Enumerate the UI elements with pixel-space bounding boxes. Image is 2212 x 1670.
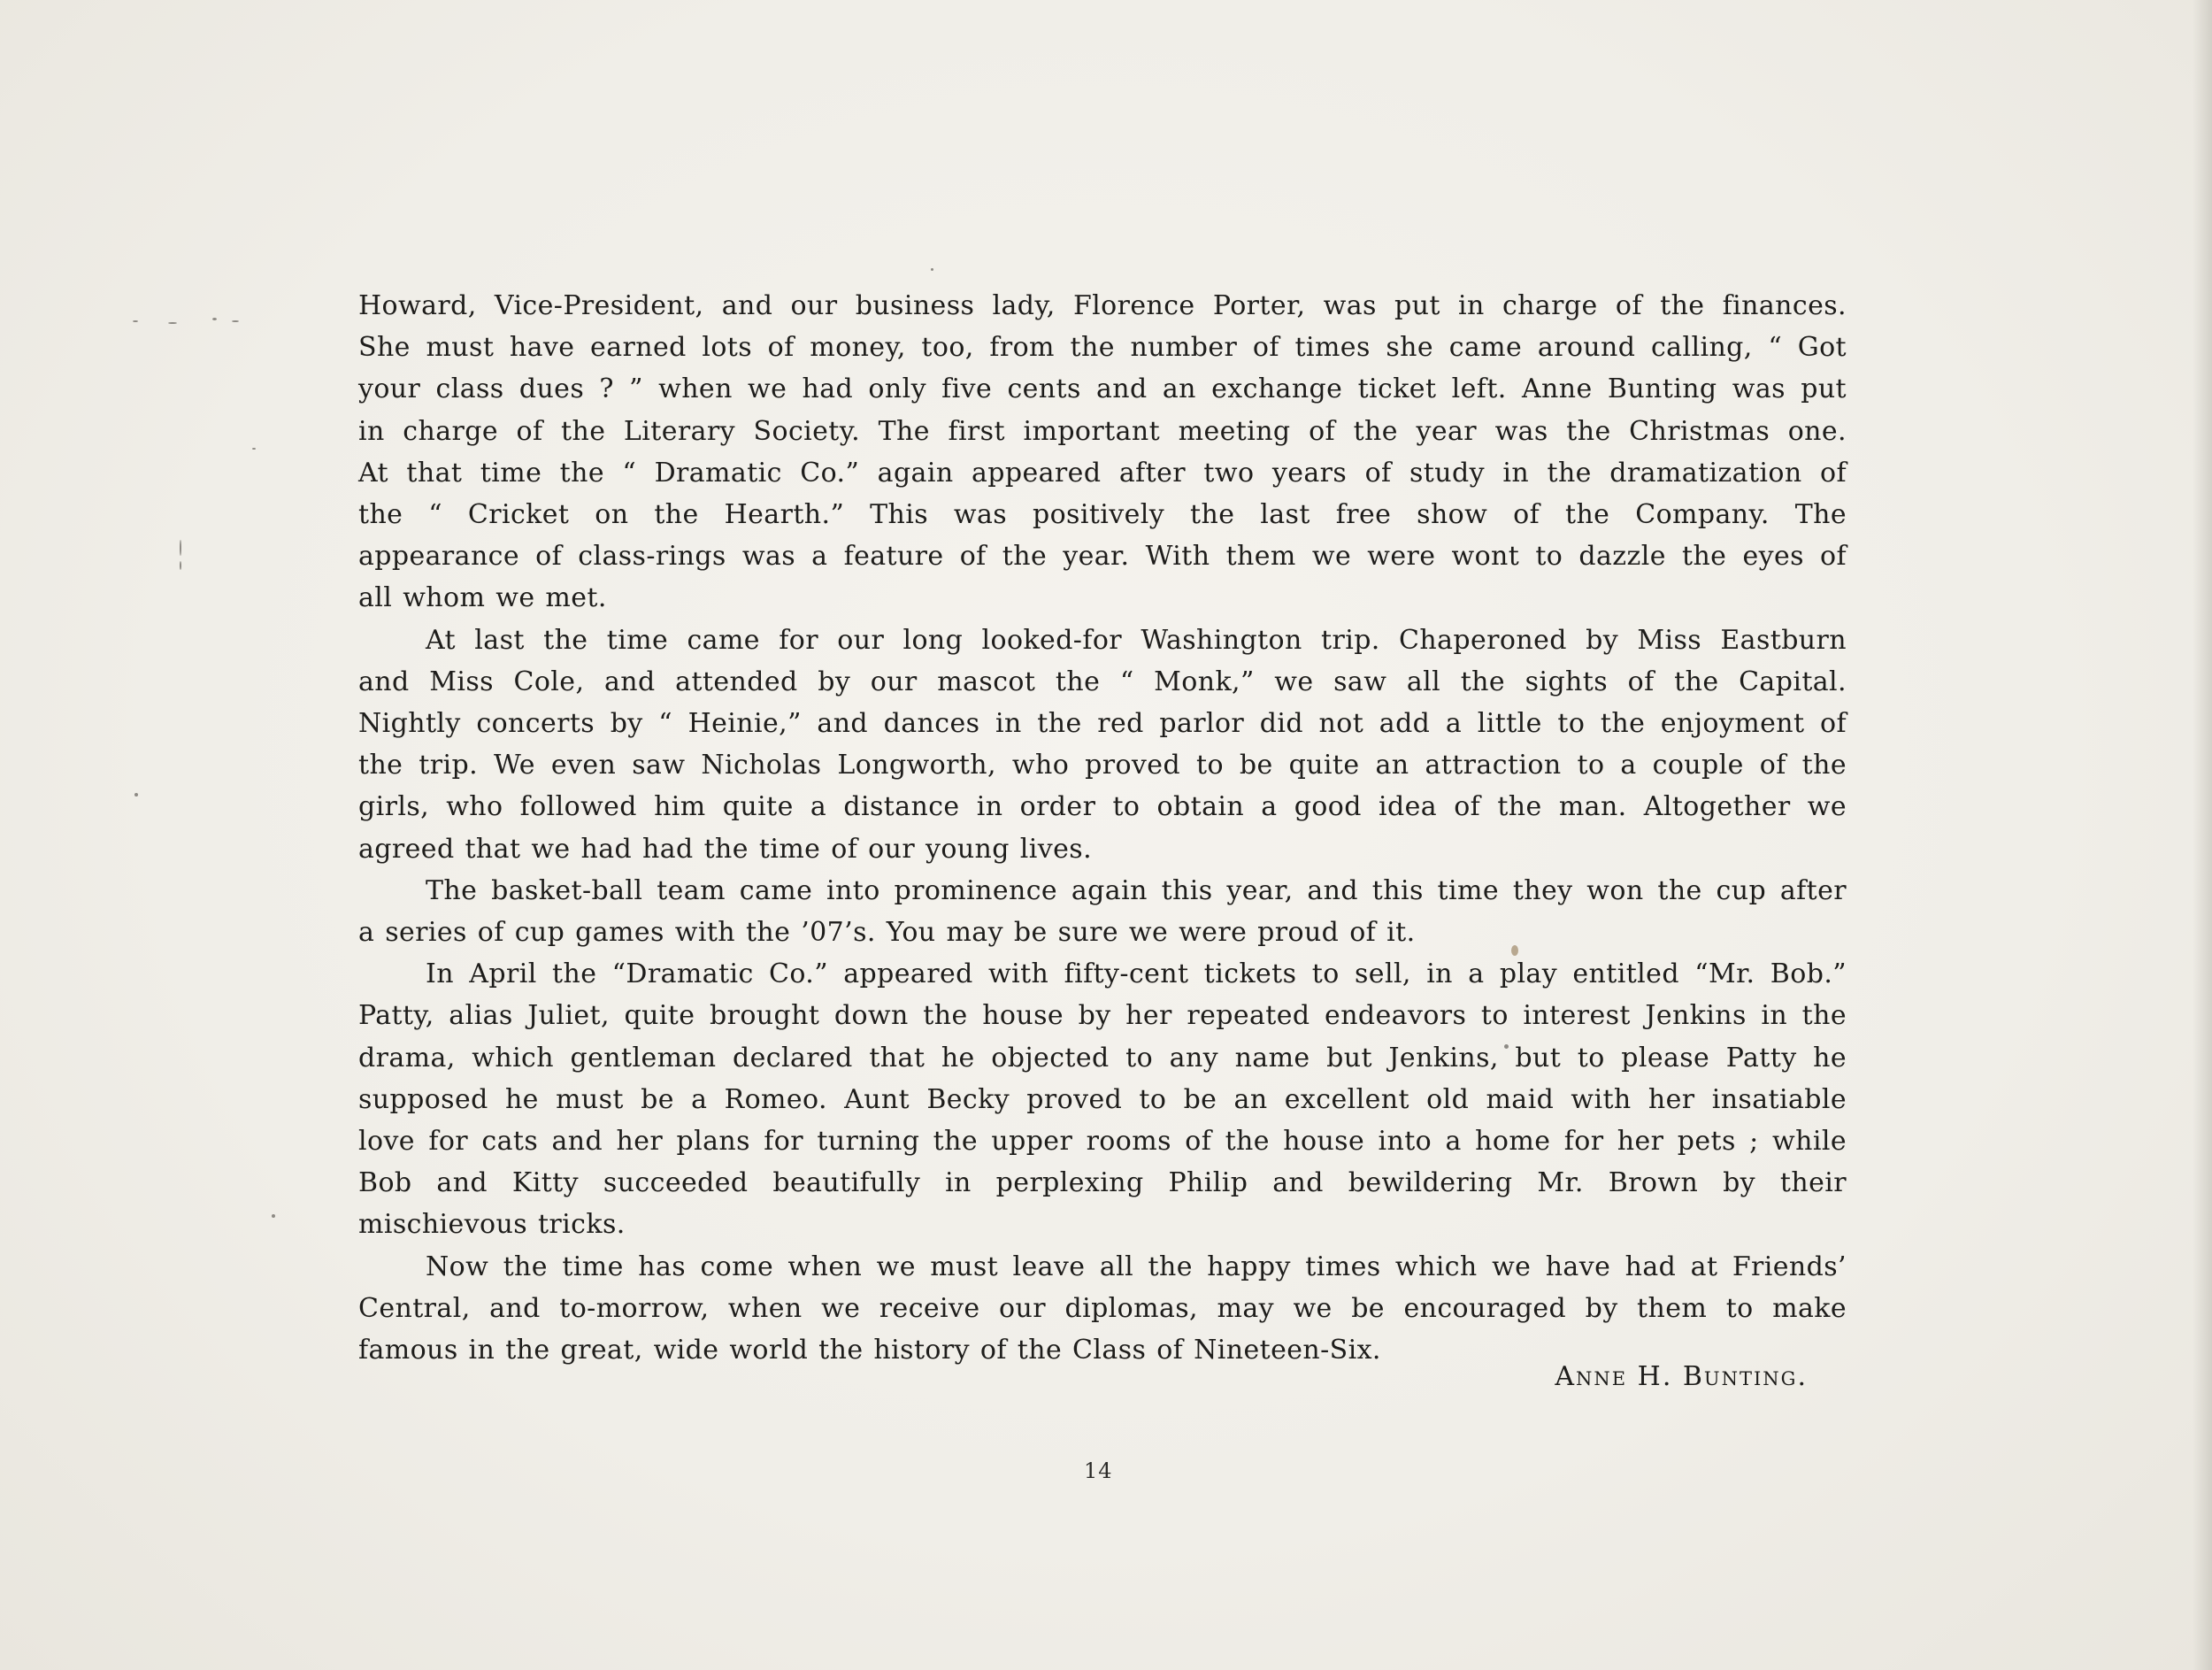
- text-line: Central, and to-morrow, when we receive our diplomas, may we be encouraged by them to make: [358, 1292, 1847, 1324]
- paragraph-1: [358, 285, 1847, 620]
- paragraph-3: [358, 870, 1847, 953]
- margin-speck: [133, 320, 138, 322]
- text-line: girls, who followed him quite a distance in order to obtain a good idea of the man. Altogether we: [358, 791, 1847, 823]
- paragraph-2: [358, 620, 1847, 870]
- margin-speck: [931, 268, 933, 271]
- margin-speck: [212, 318, 217, 320]
- margin-speck: [180, 561, 181, 570]
- text-line: She must have earned lots of money, too, from the number of times she came around calling, “ Got: [358, 332, 1847, 364]
- text-line: The basket-ball team came into prominence again this year, and this time they won the cup after: [426, 874, 1847, 906]
- text-line: love for cats and her plans for turning the upper rooms of the house into a home for her pets ; while: [358, 1126, 1847, 1158]
- paragraph-4: [358, 953, 1847, 1245]
- text-line: supposed he must be a Romeo. Aunt Becky proved to be an excellent old maid with her insatiable: [358, 1083, 1847, 1115]
- text-line: At last the time came for our long looked-for Washington trip. Chaperoned by Miss Eastburn: [426, 624, 1847, 656]
- text-line: and Miss Cole, and attended by our mascot the “ Monk,” we saw all the sights of the Capital.: [358, 666, 1847, 697]
- text-line: Nightly concerts by “ Heinie,” and dances in the red parlor did not add a little to the enjoyment of: [358, 708, 1847, 740]
- text-line: the “ Cricket on the Hearth.” This was positively the last free show of the Company. The: [358, 499, 1847, 531]
- margin-speck: [272, 1214, 275, 1218]
- margin-speck: [134, 793, 138, 797]
- body-text: [358, 285, 1847, 1371]
- text-line: all whom we met.: [358, 582, 607, 614]
- text-line: appearance of class-rings was a feature of the year. With them we were wont to dazzle the eyes of: [358, 541, 1847, 573]
- margin-speck: [180, 540, 181, 556]
- page-edge-shadow: [2193, 0, 2212, 1670]
- text-line: In April the “Dramatic Co.” appeared with fifty-cent tickets to sell, in a play entitled “Mr. Bob.”: [426, 958, 1847, 990]
- text-line: drama, which gentleman declared that he objected to any name but Jenkins, but to please Patty he: [358, 1042, 1847, 1074]
- text-line: mischievous tricks.: [358, 1209, 626, 1241]
- text-line: your class dues ? ” when we had only five cents and an exchange ticket left. Anne Bunting was put: [358, 373, 1847, 405]
- paragraph-5: [358, 1246, 1847, 1372]
- margin-speck: [252, 448, 256, 450]
- text-line: agreed that we had had the time of our young lives.: [358, 833, 1093, 865]
- text-line: Bob and Kitty succeeded beautifully in perplexing Philip and bewildering Mr. Brown by their: [358, 1167, 1847, 1199]
- page-number: 14: [1084, 1458, 1113, 1483]
- text-line: in charge of the Literary Society. The first important meeting of the year was the Christmas one.: [358, 415, 1847, 447]
- text-line: Now the time has come when we must leave all the happy times which we have had at Friends’: [426, 1251, 1847, 1282]
- margin-speck: [168, 322, 177, 324]
- text-line: Patty, alias Juliet, quite brought down the house by her repeated endeavors to interest Jenkins in the: [358, 1000, 1847, 1032]
- text-line: Howard, Vice-President, and our business lady, Florence Porter, was put in charge of the finances.: [358, 290, 1847, 321]
- text-line: famous in the great, wide world the history of the Class of Nineteen-Six.: [358, 1335, 1381, 1366]
- text-line: the trip. We even saw Nicholas Longworth, who proved to be quite an attraction to a couple of the: [358, 750, 1847, 781]
- author-signature: Anne H. Bunting.: [1555, 1361, 1808, 1392]
- text-line: At that time the “ Dramatic Co.” again appeared after two years of study in the dramatization of: [358, 457, 1847, 489]
- margin-speck: [232, 320, 239, 322]
- text-line: a series of cup games with the ’07’s. You may be sure we were proud of it.: [358, 917, 1416, 949]
